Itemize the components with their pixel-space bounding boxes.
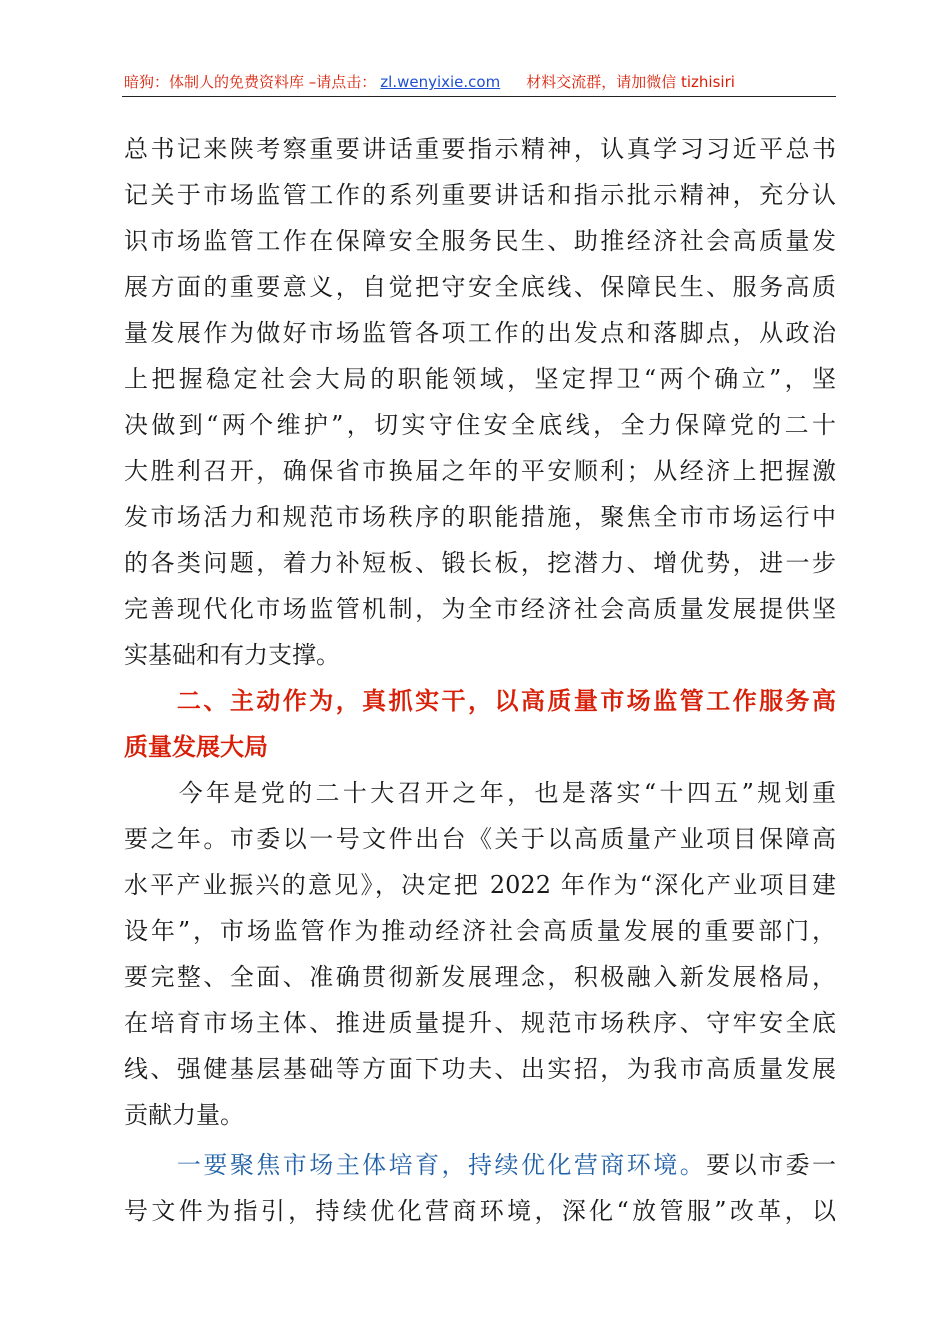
paragraph-line-rest: 要以市委一	[706, 1151, 836, 1179]
paragraph-lead-sentence: 一要聚焦市场主体培育，持续优化营商环境。	[124, 1151, 707, 1179]
header-site-link[interactable]: zl.wenyixie.com	[380, 73, 501, 91]
header-divider	[122, 96, 836, 97]
paragraph-line: 决做到“两个维护”，切实守住安全底线，全力保障党的二十	[124, 411, 836, 439]
paragraph-line: 实基础和有力支撑。	[124, 641, 340, 669]
paragraph-line: 的各类问题，着力补短板、锻长板，挖潜力、增优势，进一步	[124, 549, 836, 577]
document-body	[124, 126, 836, 1234]
paragraph-line: 完善现代化市场监管机制，为全市经济社会高质量发展提供坚	[124, 595, 836, 623]
paragraph-line: 在培育市场主体、推进质量提升、规范市场秩序、守牢安全底	[124, 1009, 836, 1037]
paragraph-line: 号文件为指引，持续优化营商环境，深化“放管服”改革，以	[124, 1197, 836, 1225]
paragraph-line: 贡献力量。	[124, 1101, 244, 1129]
paragraph-line: 发市场活力和规范市场秩序的职能措施，聚焦全市市场运行中	[124, 503, 836, 531]
paragraph-line: 记关于市场监管工作的系列重要讲话和指示批示精神，充分认	[124, 181, 836, 209]
header-contact-info: 材料交流群，请加微信 tizhisiri	[526, 73, 735, 91]
paragraph-line: 总书记来陕考察重要讲话重要指示精神，认真学习习近平总书	[124, 135, 836, 163]
paragraph-line: 水平产业振兴的意见》，决定把 2022 年作为“深化产业项目建	[124, 871, 836, 899]
section-heading-line: 质量发展大局	[124, 733, 268, 761]
paragraph-line: 要完整、全面、准确贯彻新发展理念，积极融入新发展格局，	[124, 963, 836, 991]
paragraph-line: 线、强健基层基础等方面下功夫、出实招，为我市高质量发展	[124, 1055, 836, 1083]
paragraph-line	[124, 1142, 836, 1188]
section-heading-2	[124, 678, 836, 770]
paragraph-line: 量发展作为做好市场监管各项工作的出发点和落脚点，从政治	[124, 319, 836, 347]
paragraph-line: 识市场监管工作在保障安全服务民生、助推经济社会高质量发	[124, 227, 836, 255]
paragraph-line: 大胜利召开，确保省市换届之年的平安顺利；从经济上把握激	[124, 457, 836, 485]
paragraph-line: 设年”，市场监管作为推动经济社会高质量发展的重要部门，	[124, 917, 836, 945]
section-heading-line: 二、主动作为，真抓实干，以高质量市场监管工作服务高	[124, 687, 836, 715]
paragraph-line: 展方面的重要意义，自觉把守安全底线、保障民生、服务高质	[124, 273, 836, 301]
paragraph-line: 要之年。市委以一号文件出台《关于以高质量产业项目保障高	[124, 825, 836, 853]
header-site-name: 暗狗：体制人的免费资料库 –请点击：	[124, 73, 377, 91]
page-header	[124, 68, 836, 96]
paragraph-line: 上把握稳定社会大局的职能领域，坚定捍卫“两个确立”，坚	[124, 365, 836, 393]
paragraph-1	[124, 126, 836, 678]
paragraph-3	[124, 1142, 836, 1234]
paragraph-2	[124, 770, 836, 1138]
paragraph-line: 今年是党的二十大召开之年，也是落实“十四五”规划重	[124, 779, 836, 807]
